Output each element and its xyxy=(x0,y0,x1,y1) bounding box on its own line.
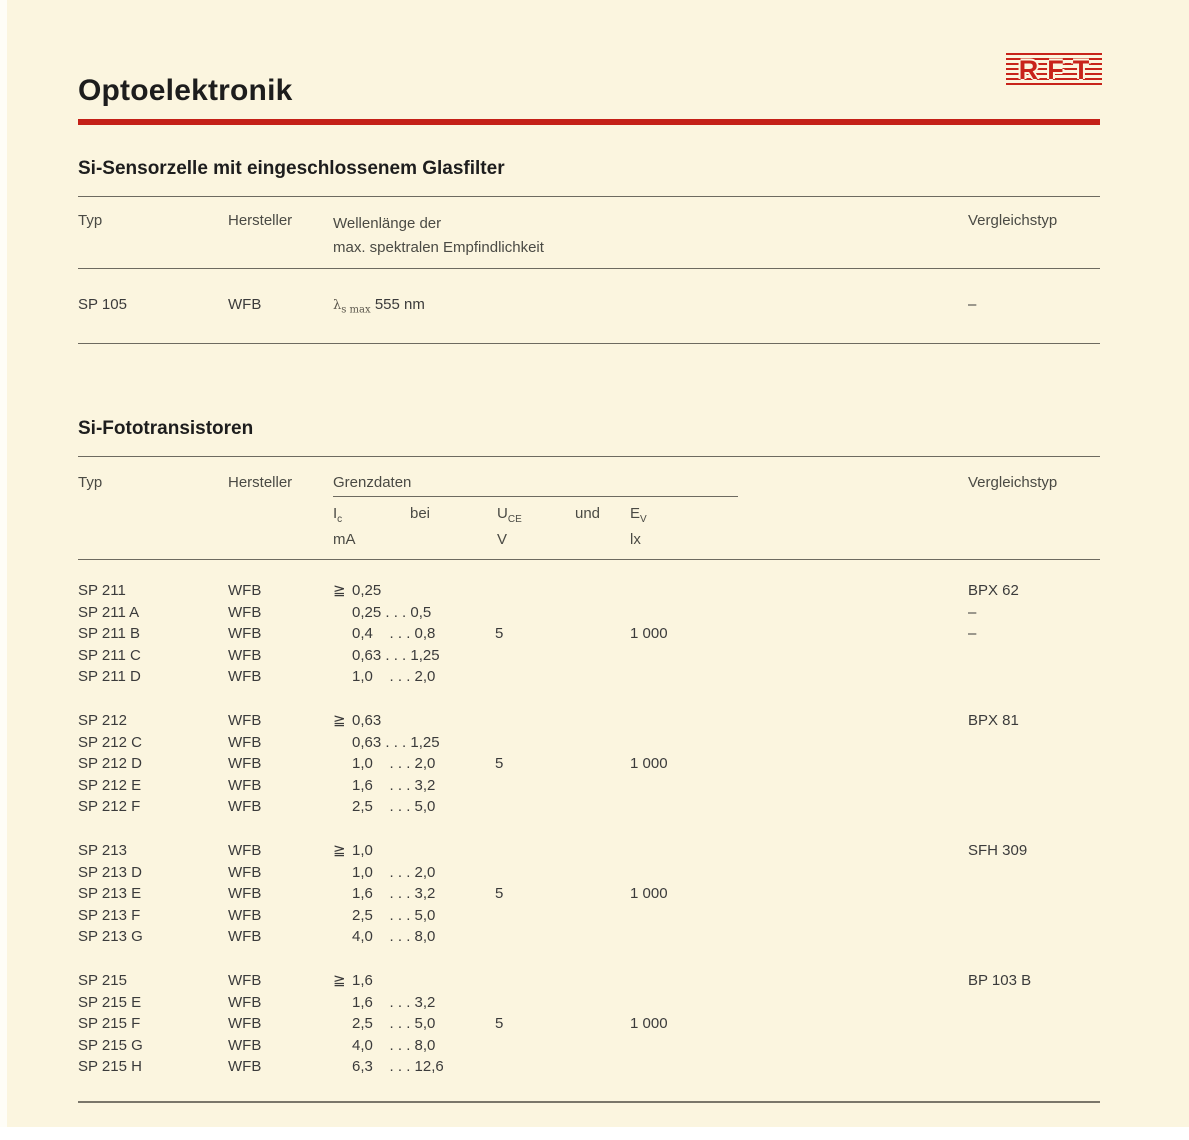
uce-cell xyxy=(495,840,630,862)
transistor-section-heading: Si-Fototransistoren xyxy=(78,418,254,439)
wavelength-cell xyxy=(333,296,968,316)
hersteller-cell: WFB xyxy=(228,1058,262,1076)
typ-cell: SP 212 xyxy=(78,711,127,729)
grenzdaten-cell xyxy=(333,1056,495,1078)
vergleichstyp-cell xyxy=(968,1035,1100,1057)
uce-cell xyxy=(495,732,630,754)
limit-value: 1,0 . . . 2,0 xyxy=(352,668,436,686)
col-header-wellenlaenge xyxy=(333,212,968,260)
uce-cell xyxy=(495,666,630,688)
ev-cell xyxy=(630,905,968,927)
table-row xyxy=(78,710,1100,732)
table-row xyxy=(78,645,1100,667)
typ-cell: SP 212 C xyxy=(78,733,142,751)
table-row xyxy=(78,840,1100,862)
limit-value: 2,5 . . . 5,0 xyxy=(352,906,436,924)
uce-cell xyxy=(495,602,630,624)
divider xyxy=(78,343,1100,344)
transistor-table-body xyxy=(78,580,1100,1078)
vergleichstyp-cell: – xyxy=(968,603,977,621)
limit-value: 0,63 . . . 1,25 xyxy=(352,646,440,664)
table-row xyxy=(78,269,1100,343)
lambda-value: 555 nm xyxy=(374,296,425,313)
hersteller-cell: WFB xyxy=(228,711,262,729)
uce-cell xyxy=(495,1056,630,1078)
uce-cell xyxy=(495,862,630,884)
ev-cell xyxy=(630,580,968,602)
lambda-symbol: $\lambda_{s max}$ xyxy=(333,298,371,316)
table-row xyxy=(78,580,1100,602)
sensor-section xyxy=(78,158,1100,344)
grenzdaten-cell xyxy=(333,840,495,862)
grenzdaten-cell xyxy=(333,1035,495,1057)
sensor-section-heading: Si-Sensorzelle mit eingeschlossenem Glasfilter xyxy=(78,158,505,179)
limit-symbol: ≧ xyxy=(333,971,346,989)
grenzdaten-subheader-units xyxy=(333,530,1100,550)
vergleichstyp-cell xyxy=(968,992,1100,1014)
grenzdaten-cell xyxy=(333,1013,495,1035)
typ-cell: SP 211 A xyxy=(78,603,140,621)
table-row xyxy=(78,775,1100,797)
vergleichstyp-cell xyxy=(968,883,1100,905)
table-row xyxy=(78,666,1100,688)
vergleichstyp-cell xyxy=(968,775,1100,797)
uce-cell xyxy=(495,580,630,602)
ev-cell xyxy=(630,992,968,1014)
hersteller-cell: WFB xyxy=(228,971,262,989)
spacer xyxy=(575,530,630,550)
hersteller-cell: WFB xyxy=(228,1036,262,1054)
vergleichstyp-cell xyxy=(968,1056,1100,1078)
limit-value: 4,0 . . . 8,0 xyxy=(352,928,436,946)
typ-cell: SP 211 D xyxy=(78,668,141,686)
uce-cell xyxy=(495,926,630,948)
sensor-table-header xyxy=(78,197,1100,268)
limit-value: 1,6 xyxy=(352,971,373,989)
hersteller-cell: WFB xyxy=(228,885,262,903)
grenzdaten-cell xyxy=(333,796,495,818)
limit-value: 1,0 . . . 2,0 xyxy=(352,863,436,881)
grenzdaten-cell xyxy=(333,753,495,775)
limit-value: 6,3 . . . 12,6 xyxy=(352,1058,444,1076)
grenzdaten-cell xyxy=(333,666,495,688)
ev-cell xyxy=(630,602,968,624)
hersteller-cell: WFB xyxy=(228,603,262,621)
table-row xyxy=(78,926,1100,948)
hersteller-cell: WFB xyxy=(228,863,262,881)
uce-cell xyxy=(495,645,630,667)
typ-cell: SP 105 xyxy=(78,296,127,313)
limit-symbol: ≧ xyxy=(333,711,346,729)
limit-value: 1,6 . . . 3,2 xyxy=(352,776,436,794)
limit-value: 1,0 xyxy=(352,841,373,859)
uce-cell xyxy=(495,710,630,732)
rft-logo-text: RFT xyxy=(1018,55,1099,85)
table-row xyxy=(78,1013,1100,1035)
grenzdaten-cell xyxy=(333,905,495,927)
sp211-group xyxy=(78,580,1100,688)
page-title: Optoelektronik xyxy=(78,74,293,107)
table-row xyxy=(78,992,1100,1014)
typ-cell: SP 215 E xyxy=(78,993,142,1011)
vergleichstyp-cell xyxy=(968,862,1100,884)
col-header-hersteller: Hersteller xyxy=(228,212,293,229)
table-row xyxy=(78,970,1100,992)
ev-cell: 1 000 xyxy=(630,625,668,643)
col-header-grenzdaten: Grenzdaten xyxy=(333,474,738,497)
vergleichstyp-cell: BP 103 B xyxy=(968,971,1032,989)
uce-cell xyxy=(495,796,630,818)
limit-value: 0,25 . . . 0,5 xyxy=(352,603,432,621)
col-header-hersteller: Hersteller xyxy=(228,474,293,491)
ev-cell xyxy=(630,926,968,948)
limit-value: 1,6 . . . 3,2 xyxy=(352,993,436,1011)
limit-symbol: ≧ xyxy=(333,841,346,859)
limit-symbol: ≧ xyxy=(333,582,346,599)
uce-label: $U_{CE}$ xyxy=(497,505,522,525)
spacer xyxy=(410,530,497,550)
table-row xyxy=(78,883,1100,905)
sp215-group xyxy=(78,970,1100,1078)
typ-cell: SP 213 G xyxy=(78,928,143,946)
vergleichstyp-cell: BPX 81 xyxy=(968,711,1019,729)
hersteller-cell: WFB xyxy=(228,798,262,816)
hersteller-cell: WFB xyxy=(228,733,262,751)
grenzdaten-cell xyxy=(333,775,495,797)
uce-cell xyxy=(495,1035,630,1057)
typ-cell: SP 215 xyxy=(78,971,127,989)
table-row xyxy=(78,602,1100,624)
limit-value: 0,63 . . . 1,25 xyxy=(352,733,440,751)
uce-cell xyxy=(495,905,630,927)
typ-cell: SP 211 B xyxy=(78,625,140,643)
typ-cell: SP 213 F xyxy=(78,906,141,924)
uce-cell: 5 xyxy=(495,625,504,643)
grenzdaten-cell xyxy=(333,970,495,992)
table-row xyxy=(78,623,1100,645)
page-bottom-rule xyxy=(78,1101,1100,1103)
ev-cell xyxy=(630,1056,968,1078)
spacer xyxy=(738,474,968,497)
ev-cell: 1 000 xyxy=(630,755,668,773)
grenzdaten-cell xyxy=(333,602,495,624)
vergleichstyp-cell: BPX 62 xyxy=(968,582,1019,599)
hersteller-cell: WFB xyxy=(228,906,262,924)
col-header-typ: Typ xyxy=(78,474,103,491)
vergleichstyp-cell xyxy=(968,645,1100,667)
vergleichstyp-cell xyxy=(968,732,1100,754)
ev-cell xyxy=(630,732,968,754)
uce-cell: 5 xyxy=(495,755,504,773)
typ-cell: SP 212 E xyxy=(78,776,142,794)
col-header-vergleichstyp: Vergleichstyp xyxy=(968,212,1058,229)
grenzdaten-cell xyxy=(333,926,495,948)
vergleichstyp-cell xyxy=(968,796,1100,818)
table-row xyxy=(78,905,1100,927)
hersteller-cell: WFB xyxy=(228,755,262,773)
uce-cell: 5 xyxy=(495,885,504,903)
grenzdaten-cell xyxy=(333,645,495,667)
transistor-table-header xyxy=(78,457,1100,497)
limit-value: 0,4 . . . 0,8 xyxy=(352,625,436,643)
ev-cell xyxy=(630,645,968,667)
divider xyxy=(78,559,1100,560)
scan-edge-left xyxy=(0,0,7,1140)
limit-value: 4,0 . . . 8,0 xyxy=(352,1036,436,1054)
ev-cell: 1 000 xyxy=(630,885,668,903)
ev-cell xyxy=(630,840,968,862)
table-row xyxy=(78,1035,1100,1057)
ev-cell xyxy=(630,1035,968,1057)
vergleichstyp-cell xyxy=(968,666,1100,688)
grenzdaten-cell xyxy=(333,862,495,884)
limit-value: 2,5 . . . 5,0 xyxy=(352,798,436,816)
hersteller-cell: WFB xyxy=(228,993,262,1011)
vergleichstyp-cell xyxy=(968,753,1100,775)
vergleichstyp-cell: – xyxy=(968,296,977,313)
table-row xyxy=(78,796,1100,818)
hersteller-cell: WFB xyxy=(228,646,262,664)
wellenlaenge-line2: max. spektralen Empfindlichkeit xyxy=(333,239,544,256)
wellenlaenge-line1: Wellenlänge der xyxy=(333,215,442,232)
hersteller-cell: WFB xyxy=(228,841,262,859)
table-row xyxy=(78,753,1100,775)
table-row xyxy=(78,732,1100,754)
ma-unit: mA xyxy=(333,531,356,548)
ev-cell: 1 000 xyxy=(630,1015,668,1033)
grenzdaten-cell xyxy=(333,732,495,754)
ev-cell xyxy=(630,775,968,797)
typ-cell: SP 215 H xyxy=(78,1058,142,1076)
grenzdaten-cell xyxy=(333,992,495,1014)
sp213-group xyxy=(78,840,1100,948)
typ-cell: SP 211 xyxy=(78,582,126,599)
ev-cell xyxy=(630,666,968,688)
bei-label: bei xyxy=(410,505,431,522)
grenzdaten-cell xyxy=(333,623,495,645)
typ-cell: SP 215 F xyxy=(78,1015,141,1033)
uce-cell xyxy=(495,970,630,992)
vergleichstyp-cell xyxy=(968,926,1100,948)
typ-cell: SP 211 C xyxy=(78,646,141,664)
vergleichstyp-cell xyxy=(968,905,1100,927)
hersteller-cell: WFB xyxy=(228,668,262,686)
lx-unit: lx xyxy=(630,531,641,548)
und-label: und xyxy=(575,505,601,522)
col-header-vergleichstyp: Vergleichstyp xyxy=(968,474,1058,491)
grenzdaten-cell xyxy=(333,883,495,905)
grenzdaten-cell xyxy=(333,710,495,732)
uce-cell: 5 xyxy=(495,1015,504,1033)
typ-cell: SP 215 G xyxy=(78,1036,143,1054)
ev-label: $E_V$ xyxy=(630,505,647,525)
ev-cell xyxy=(630,862,968,884)
transistor-section xyxy=(78,418,1100,1100)
ic-label: $I_c$ xyxy=(333,505,343,525)
rft-logo-icon xyxy=(1006,53,1102,88)
typ-cell: SP 213 D xyxy=(78,863,142,881)
hersteller-cell: WFB xyxy=(228,625,262,643)
col-header-typ: Typ xyxy=(78,212,103,229)
scan-edge-bottom xyxy=(0,1127,1189,1140)
typ-cell: SP 213 xyxy=(78,841,127,859)
typ-cell: SP 212 F xyxy=(78,798,141,816)
ev-cell xyxy=(630,796,968,818)
uce-cell xyxy=(495,775,630,797)
vergleichstyp-cell xyxy=(968,1013,1100,1035)
table-row xyxy=(78,862,1100,884)
vergleichstyp-cell: – xyxy=(968,625,977,643)
table-row xyxy=(78,1056,1100,1078)
hersteller-cell: WFB xyxy=(228,776,262,794)
hersteller-cell: WFB xyxy=(228,928,262,946)
uce-cell xyxy=(495,992,630,1014)
ev-cell xyxy=(630,970,968,992)
grenzdaten-subheader-symbols xyxy=(333,504,1100,530)
limit-value: 0,63 xyxy=(352,711,382,729)
title-underline xyxy=(78,119,1100,125)
typ-cell: SP 213 E xyxy=(78,885,142,903)
sp212-group xyxy=(78,710,1100,818)
v-unit: V xyxy=(497,531,508,548)
limit-value: 2,5 . . . 5,0 xyxy=(352,1015,436,1033)
limit-value: 1,6 . . . 3,2 xyxy=(352,885,436,903)
hersteller-cell: WFB xyxy=(228,1015,262,1033)
ev-cell xyxy=(630,710,968,732)
typ-cell: SP 212 D xyxy=(78,755,142,773)
limit-value: 1,0 . . . 2,0 xyxy=(352,755,436,773)
grenzdaten-cell xyxy=(333,580,495,602)
hersteller-cell: WFB xyxy=(228,582,262,599)
vergleichstyp-cell: SFH 309 xyxy=(968,841,1028,859)
limit-value: 0,25 xyxy=(352,582,382,599)
hersteller-cell: WFB xyxy=(228,296,262,313)
